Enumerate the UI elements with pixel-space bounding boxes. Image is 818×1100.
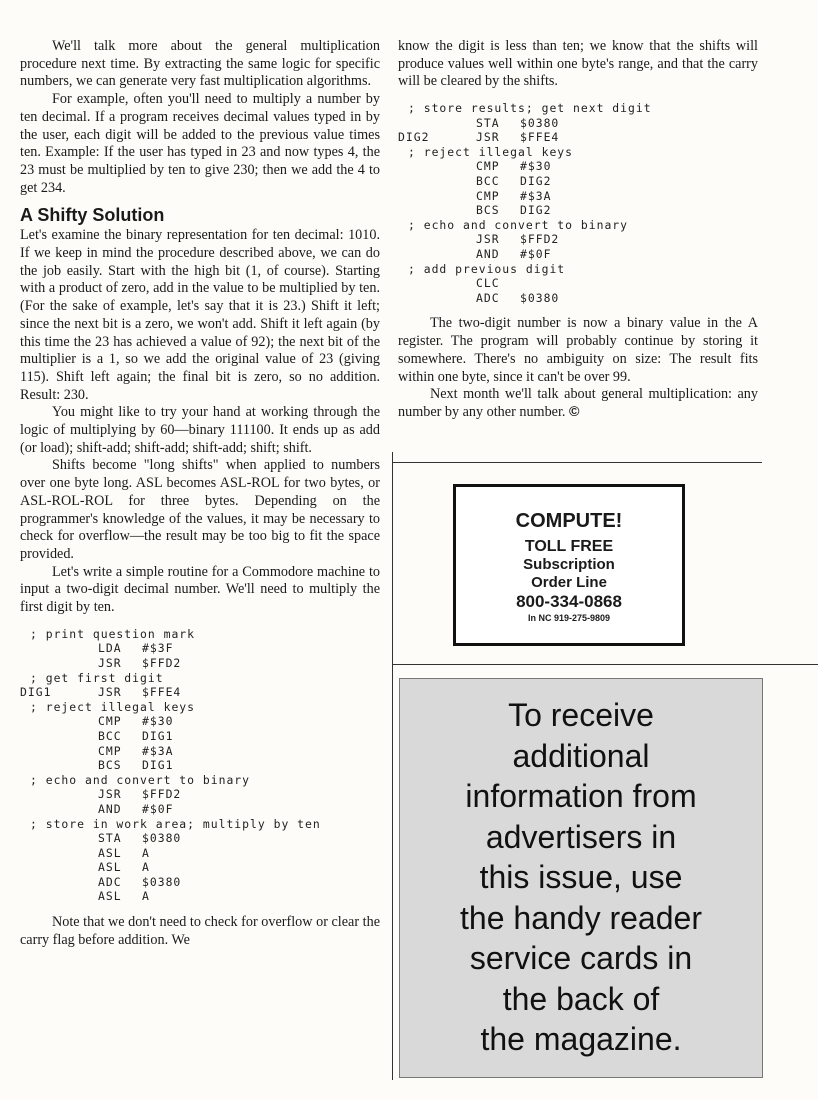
ad-line: Subscription	[523, 556, 615, 573]
code-line	[20, 700, 380, 715]
code-opcode: JSR	[98, 787, 122, 802]
ad-line: Order Line	[531, 574, 607, 591]
code-line	[20, 656, 380, 671]
code-listing-right	[398, 101, 758, 305]
code-label: DIG2	[398, 130, 430, 145]
code-opcode: JSR	[476, 130, 500, 145]
code-opcode: AND	[98, 801, 122, 816]
ad-text-line: service cards in	[469, 940, 693, 976]
section-heading: A Shifty Solution	[20, 205, 165, 226]
code-opcode: AND	[476, 247, 500, 262]
code-line	[20, 685, 380, 700]
paragraph: Note that we don't need to check for overflow or clear the carry flag before addition. We	[20, 914, 380, 948]
code-operand: $FFD2	[520, 232, 560, 247]
code-line	[398, 276, 758, 291]
code-operand: #$3A	[142, 743, 174, 758]
code-opcode: BCS	[476, 203, 500, 218]
code-opcode: CLC	[476, 276, 500, 291]
subscription-ad	[453, 484, 685, 646]
code-line	[398, 174, 758, 189]
right-column	[398, 38, 758, 422]
code-operand: #$0F	[142, 801, 174, 816]
paragraph: We'll talk more about the general multiplication procedure next time. By extracting the same logic for specific numbers, we can generate very fast multiplication algorithms.	[20, 38, 380, 90]
code-opcode: ADC	[98, 874, 122, 889]
code-line	[398, 232, 758, 247]
ad-text-line: advertisers in	[485, 818, 677, 855]
code-line	[20, 773, 380, 788]
code-line	[20, 714, 380, 729]
code-operand: A	[142, 889, 150, 904]
code-comment: ; reject illegal keys	[30, 699, 196, 714]
code-opcode: ADC	[476, 290, 500, 305]
code-operand: $FFD2	[142, 655, 182, 670]
code-line	[20, 802, 380, 817]
code-comment: ; store results; get next digit	[408, 101, 652, 116]
code-line	[20, 889, 380, 904]
code-line	[20, 817, 380, 832]
code-line	[398, 101, 758, 116]
code-opcode: ASL	[98, 889, 122, 904]
paragraph: For example, often you'll need to multiply a number by ten decimal. If a program receives decimal values typed in by the user, each digit will be added to the previous value times ten. Example: If the user has typed in 23 and now types 4, the 23 must be multiplied by ten to give 230; then we add the 4 to get 234.	[20, 91, 380, 196]
ad-text-line: the back of	[502, 980, 660, 1017]
code-operand: A	[142, 860, 150, 875]
code-line	[20, 860, 380, 875]
code-operand: $0380	[520, 115, 560, 130]
paragraph-final	[398, 386, 758, 421]
code-opcode: BCS	[98, 758, 122, 773]
code-listing-left	[20, 627, 380, 904]
paragraph: The two-digit number is now a binary value in the A register. The program will probably continue by storing it somewhere. There's no ambiguity on size: The result fits within one byte, since it can't be over 99.	[398, 315, 758, 385]
paragraph: Shifts become "long shifts" when applied to numbers over one byte long. ASL becomes ASL-ROL for two bytes, or ASL-ROL-ROL for three bytes. Depending on the programmer's knowledge of the values, it may be necessary to check for overflow—the result may be too big to fit the space provided.	[20, 457, 380, 562]
code-opcode: JSR	[98, 685, 122, 700]
ad-text-line: the handy reader	[460, 899, 702, 936]
ad-divider	[392, 664, 818, 665]
ad-nc-phone: In NC 919-275-9809	[527, 613, 611, 623]
code-line	[20, 758, 380, 773]
end-mark-icon: ©	[569, 403, 580, 420]
ad-text-line: To receive	[508, 697, 654, 733]
paragraph-text: Next month we'll talk about general multiplication: any number by any other number.	[398, 386, 758, 420]
code-operand: $FFE4	[520, 130, 560, 145]
paragraph: You might like to try your hand at working through the logic of multiplying by 60—binary 111100. It ends up as add (or load); shift-add; shift-add; shift-add; shift; shift.	[20, 404, 380, 456]
code-operand: $FFD2	[142, 787, 182, 802]
code-line	[398, 145, 758, 160]
paragraph: know the digit is less than ten; we know that the shifts will produce values well within one byte's range, and that the carry will be cleared by the shifts.	[398, 38, 758, 90]
ad-phone: 800-334-0868	[516, 592, 622, 611]
code-opcode: CMP	[476, 159, 500, 174]
code-operand: DIG2	[520, 174, 552, 189]
code-operand: DIG2	[520, 203, 552, 218]
code-opcode: JSR	[476, 232, 500, 247]
code-line	[20, 641, 380, 656]
code-label: DIG1	[20, 685, 52, 700]
code-operand: #$0F	[520, 247, 552, 262]
code-line	[398, 291, 758, 306]
reader-service-ad	[399, 678, 763, 1078]
code-comment: ; store in work area; multiply by ten	[30, 816, 321, 831]
ad-brand: COMPUTE!	[515, 510, 623, 532]
code-line	[398, 189, 758, 204]
code-line	[20, 671, 380, 686]
code-operand: #$30	[520, 159, 552, 174]
code-opcode: ASL	[98, 845, 122, 860]
code-comment: ; add previous digit	[408, 261, 566, 276]
code-operand: DIG1	[142, 728, 174, 743]
code-operand: $FFE4	[142, 685, 182, 700]
paragraph: Let's write a simple routine for a Commodore machine to input a two-digit decimal number. We'll need to multiply the first digit by ten.	[20, 563, 380, 616]
code-line	[398, 262, 758, 277]
code-operand: #$3F	[142, 641, 174, 656]
code-operand: $0380	[142, 874, 182, 889]
ad-text-line: information from	[465, 778, 697, 814]
code-line	[398, 218, 758, 233]
code-opcode: CMP	[476, 188, 500, 203]
code-line	[398, 247, 758, 262]
code-comment: ; reject illegal keys	[408, 144, 574, 159]
code-opcode: STA	[98, 831, 122, 846]
code-opcode: CMP	[98, 743, 122, 758]
code-comment: ; print question mark	[30, 626, 196, 641]
paragraph: Let's examine the binary representation for ten decimal: 1010. If we keep in mind the procedure described above, we can do the job easily. Start with the high bit (1, of course). Starting with a product of zero, add in the value to be multiplied by ten. (For the sake of example, let's say that it is 23.) Shift it left; since the next bit is a zero, we won't add. Shift it left again (by this time the 23 has achieved a value of 92); the next bit of the multiplier is a 1, so we add the original value of 23 (giving 115). Shift left again; the final bit is zero, so no addition. Result: 230.	[20, 227, 380, 403]
code-line	[398, 116, 758, 131]
code-opcode: BCC	[476, 174, 500, 189]
column-divider	[392, 452, 393, 1080]
ad-text-line: the magazine.	[480, 1021, 682, 1057]
code-operand: A	[142, 845, 150, 860]
code-line	[20, 627, 380, 642]
code-line	[20, 875, 380, 890]
code-opcode: CMP	[98, 714, 122, 729]
ad-divider-top	[392, 462, 762, 463]
ad-text-line: this issue, use	[479, 859, 683, 895]
code-comment: ; echo and convert to binary	[408, 217, 629, 232]
ad-line: TOLL FREE	[524, 538, 614, 555]
code-line	[20, 729, 380, 744]
code-line	[20, 744, 380, 759]
code-comment: ; echo and convert to binary	[30, 772, 251, 787]
code-operand: $0380	[142, 831, 182, 846]
code-opcode: STA	[476, 115, 500, 130]
code-opcode: BCC	[98, 728, 122, 743]
code-opcode: LDA	[98, 641, 122, 656]
code-operand: #$30	[142, 714, 174, 729]
code-line	[20, 787, 380, 802]
code-opcode: ASL	[98, 860, 122, 875]
ad-text-line: additional	[512, 737, 650, 774]
code-comment: ; get first digit	[30, 670, 164, 685]
code-line	[20, 831, 380, 846]
code-operand: DIG1	[142, 758, 174, 773]
code-line	[398, 159, 758, 174]
code-operand: #$3A	[520, 188, 552, 203]
code-line	[398, 130, 758, 145]
code-line	[20, 846, 380, 861]
code-line	[398, 203, 758, 218]
left-column	[20, 38, 380, 949]
code-opcode: JSR	[98, 655, 122, 670]
code-operand: $0380	[520, 290, 560, 305]
